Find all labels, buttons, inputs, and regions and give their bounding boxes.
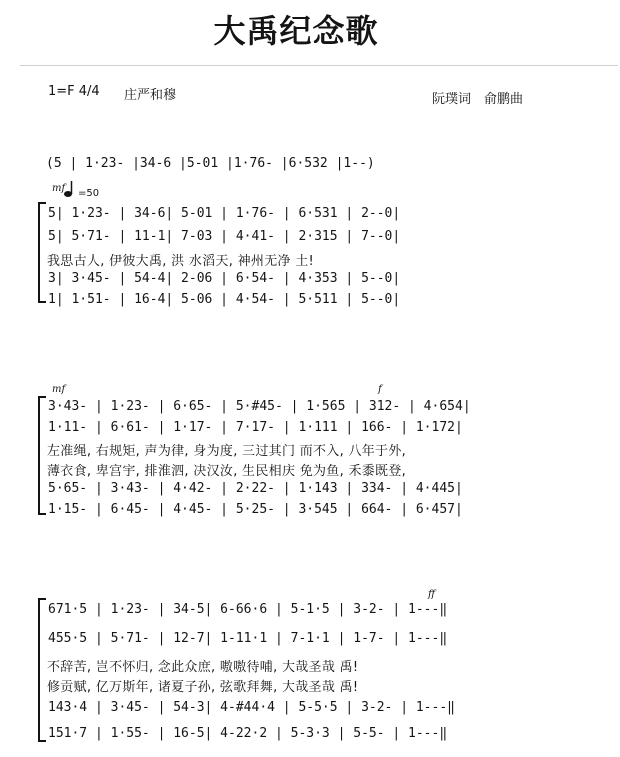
system-brace <box>38 598 46 742</box>
system-brace <box>38 202 46 303</box>
intro-line: (5 | 1·23- |34-6 |5-01 |1·76- |6·532 |1--) <box>46 156 375 171</box>
dynamic-mark: mf <box>52 183 66 194</box>
song-title: 大禹纪念歌 <box>213 12 379 50</box>
system3-voice1: 671·5 | 1·23- | 34-5| 6-66·6 | 5-1·5 | 3-2- | 1---‖ <box>48 602 448 617</box>
system2-voice1: 3·43- | 1·23- | 6·65- | 5·#45- | 1·565 | 312- | 4·654| <box>48 399 471 414</box>
dynamic-mark: ff <box>428 589 436 600</box>
dynamic-mark: mf <box>52 384 66 395</box>
system-brace <box>38 396 46 515</box>
system2-lyric2: 薄衣食, 卑宫宇, 排淮泗, 决汉汝, 生民相庆 免为鱼, 禾黍既登, <box>47 464 407 479</box>
system1-voice1: 5| 1·23- | 34-6| 5-01 | 1·76- | 6·531 | 2--0| <box>48 206 401 221</box>
system1-voice2: 5| 5·71- | 11-1| 7-03 | 4·41- | 2·315 | 7--0| <box>48 229 401 244</box>
system3-lyric1: 不辞苦, 岂不怀归, 念此众庶, 嗷嗷待哺, 大哉圣哉 禹! <box>47 660 359 675</box>
score-sheet <box>20 65 618 756</box>
expression-mark: 庄严和穆 <box>124 88 177 103</box>
tempo-value: =50 <box>78 188 100 199</box>
system3-voice3: 143·4 | 3·45- | 54-3| 4-#44·4 | 5-5·5 | 3-2- | 1---‖ <box>48 700 455 715</box>
system2-voice4: 1·15- | 6·45- | 4·45- | 5·25- | 3·545 | 664- | 6·457| <box>48 502 463 517</box>
system1-voice4: 1| 1·51- | 16-4| 5-06 | 4·54- | 5·511 | 5--0| <box>48 292 401 307</box>
dynamic-mark: f <box>378 384 382 395</box>
system1-lyric: 我思古人, 伊彼大禹, 洪 水滔天, 神州无净 土! <box>47 254 315 269</box>
system3-lyric2: 修贡赋, 亿万斯年, 诸夏子孙, 弦歌拜舞, 大哉圣哉 禹! <box>47 680 359 695</box>
key-time-signature: 1=F 4/4 <box>48 84 100 99</box>
system2-lyric1: 左准绳, 右规矩, 声为律, 身为度, 三过其门 而不入, 八年于外, <box>47 444 407 459</box>
system1-voice3: 3| 3·45- | 54-4| 2-06 | 6·54- | 4·353 | 5--0| <box>48 271 401 286</box>
system2-voice2: 1·11- | 6·61- | 1·17- | 7·17- | 1·111 | 166- | 1·172| <box>48 420 463 435</box>
system3-voice4: 151·7 | 1·55- | 16-5| 4-22·2 | 5-3·3 | 5-5- | 1---‖ <box>48 726 448 741</box>
system3-voice2: 455·5 | 5·71- | 12-7| 1-11·1 | 7-1·1 | 1-7- | 1---‖ <box>48 631 448 646</box>
system2-voice3: 5·65- | 3·43- | 4·42- | 2·22- | 1·143 | 334- | 4·445| <box>48 481 463 496</box>
credits: 阮璞词 俞鹏曲 <box>432 92 524 107</box>
quarter-note-icon <box>64 181 74 197</box>
